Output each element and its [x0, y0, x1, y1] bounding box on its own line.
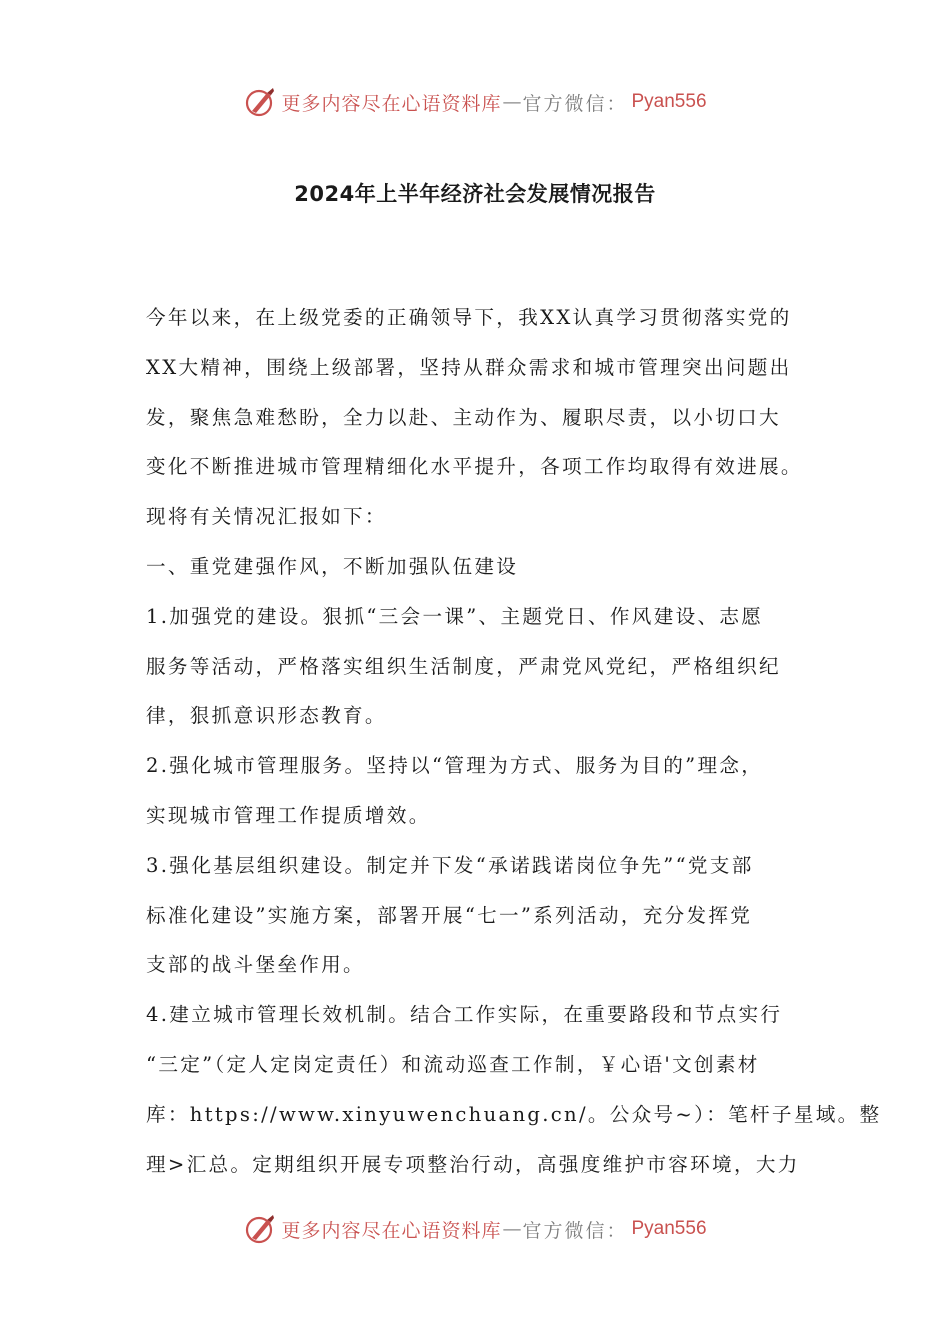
body-line: “三定”（定人定岗定责任）和流动巡查工作制，￥心语'文创素材 [146, 1052, 760, 1076]
banner-wechat-id: Pyan556 [631, 91, 707, 112]
body-line: 2.强化城市管理服务。坚持以“管理为方式、服务为目的”理念， [146, 754, 764, 778]
body-line: 1.加强党的建设。狠抓“三会一课”、主题党日、作风建设、志愿 [146, 604, 764, 628]
banner-text: 更多内容尽在心语资料库 [281, 92, 502, 115]
footer-banner [0, 1209, 950, 1249]
body-line: 变化不断推进城市管理精细化水平提升，各项工作均取得有效进展。 [146, 455, 803, 479]
body-line: 现将有关情况汇报如下： [146, 505, 387, 529]
body-line: 律，狠抓意识形态教育。 [146, 704, 387, 728]
section-heading: 一、重党建强作风，不断加强队伍建设 [146, 554, 519, 578]
body-line: 发，聚焦急难愁盼，全力以赴、主动作为、履职尽责，以小切口大 [146, 405, 781, 429]
pen-circle-logo-icon [243, 1212, 277, 1246]
body-line: 3.强化基层组织建设。制定并下发“承诺践诺岗位争先”“党支部 [146, 853, 754, 877]
body-line: 库：https://www.xinyuwenchuang.cn/。公众号~）：笔杆子星域。整 [146, 1102, 882, 1126]
document-body [146, 298, 882, 1194]
document-title: 2024年上半年经济社会发展情况报告 [294, 182, 656, 206]
banner-wechat-id: Pyan556 [631, 1218, 707, 1239]
banner-wechat-label: 官方微信： [522, 1219, 628, 1242]
banner-separator: — [502, 91, 522, 113]
header-banner [0, 82, 950, 122]
banner-separator: — [502, 1218, 522, 1240]
body-line: 理>汇总。定期组织开展专项整治行动，高强度维护市容环境，大力 [146, 1152, 800, 1176]
body-line: 实现城市管理工作提质增效。 [146, 803, 431, 827]
body-line: 4.建立城市管理长效机制。结合工作实际，在重要路段和节点实行 [146, 1003, 783, 1027]
body-line: XX大精神，围绕上级部署，坚持从群众需求和城市管理突出问题出 [146, 355, 792, 379]
pen-circle-logo-icon [243, 85, 277, 119]
body-line: 今年以来，在上级党委的正确领导下，我XX认真学习贯彻落实党的 [146, 306, 792, 329]
body-line: 服务等活动，严格落实组织生活制度，严肃党风党纪，严格组织纪 [146, 654, 781, 678]
body-line: 标准化建设”实施方案，部署开展“七一”系列活动，充分发挥党 [146, 903, 753, 927]
banner-wechat-label: 官方微信： [522, 92, 628, 115]
body-line: 支部的战斗堡垒作用。 [146, 953, 365, 977]
banner-text: 更多内容尽在心语资料库 [281, 1219, 502, 1242]
